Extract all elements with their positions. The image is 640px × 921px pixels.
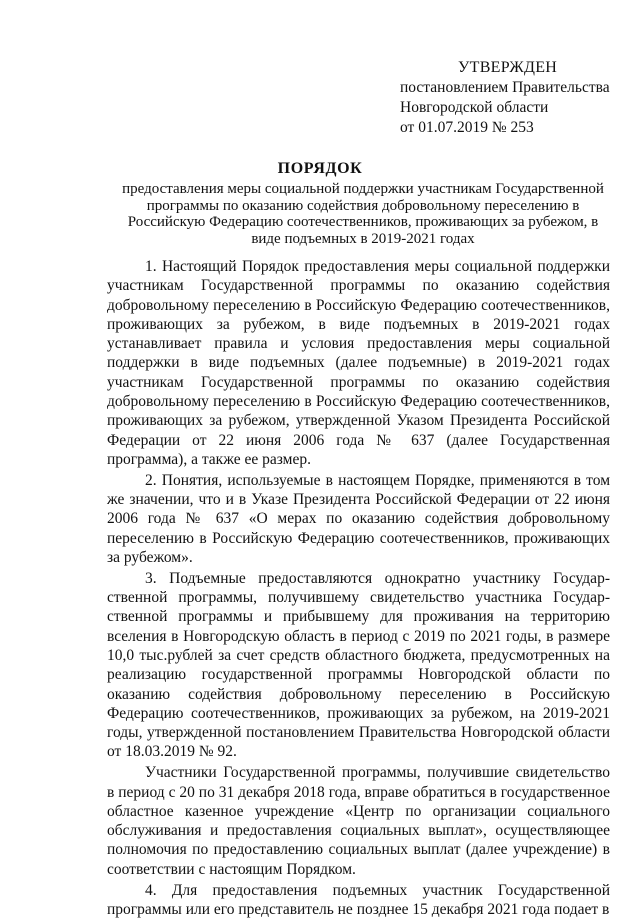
document-body	[107, 257, 610, 921]
approval-line-2: Новгородской области	[400, 99, 549, 116]
document-title: ПОРЯДОК	[277, 160, 363, 177]
approval-line-3: от 01.07.2019 № 253	[400, 119, 534, 136]
approved-label: УТВЕРЖДЕН	[458, 59, 558, 76]
paragraph-3: 3. Подъемные предоставляются однократно участнику Государственной программы, получившему свидетельство участника Государственной программы и прибывшему для проживания на территорию вселения в Новгородскую область в период с 2019 по 2021 годы, в размере 10,0 тыс.рублей за счет средств областного бюджета, предусмотренных на реализацию государственной программы Новгородской области по оказанию содействия добровольному переселению в Российскую Федерацию соотечественников, проживающих за рубежом, на 2019-2021 годы, утвержденной постановлением Правительства Новгородской области от 18.03.2019 № 92.	[107, 569, 610, 761]
approval-stamp	[400, 58, 620, 138]
document-subtitle: предоставления меры социальной поддержки участникам Государственной программы по оказанию содействия добровольному переселению в Российскую Федерацию соотечественников, проживающих за рубежом, в виде подъемных в 2019-2021 годах	[122, 181, 604, 247]
paragraph-4: 4. Для предоставления подъемных участник Государственной программы или его представитель не позднее 15 декабря 2021 года подает в	[107, 881, 610, 918]
approval-line-1: постановлением Правительства	[400, 79, 610, 96]
paragraph-1: 1. Настоящий Порядок предоставления меры социальной поддержки участникам Государственной программы по оказанию содействия добровольному переселению в Российскую Федерацию соотечественников, проживающих за рубежом, в виде подъемных в 2019-2021 годах устанавливает правила и условия предоставления меры социальной поддержки в виде подъемных (далее подъемные) в 2019-2021 годах участникам Государственной программы по оказанию содействия добровольному переселению в Российскую Федерацию соотечественников, проживающих за рубежом, утвержденной Указом Президента Российской Федерации от 22 июня 2006 года № 637 (далее Государственная программа), а также ее размер.	[107, 258, 610, 468]
paragraph-3-continuation: Участники Государственной программы, получившие свидетельство в период с 20 по 31 декабря 2018 года, вправе обратиться в государственное областное казенное учреждение «Центр по организации социального обслуживания и предоставления социальных выплат», осуществляющее полномочия по предоставлению социальных выплат (далее учреждение) в соответствии с настоящим Порядком.	[107, 764, 610, 878]
paragraph-2: 2. Понятия, используемые в настоящем Порядке, применяются в том же значении, что и в Указе Президента Российской Федерации от 22 июня 2006 года № 637 «О мерах по оказанию содействия добровольному переселению в Российскую Федерацию соотечественников, проживающих за рубежом».	[107, 471, 610, 566]
